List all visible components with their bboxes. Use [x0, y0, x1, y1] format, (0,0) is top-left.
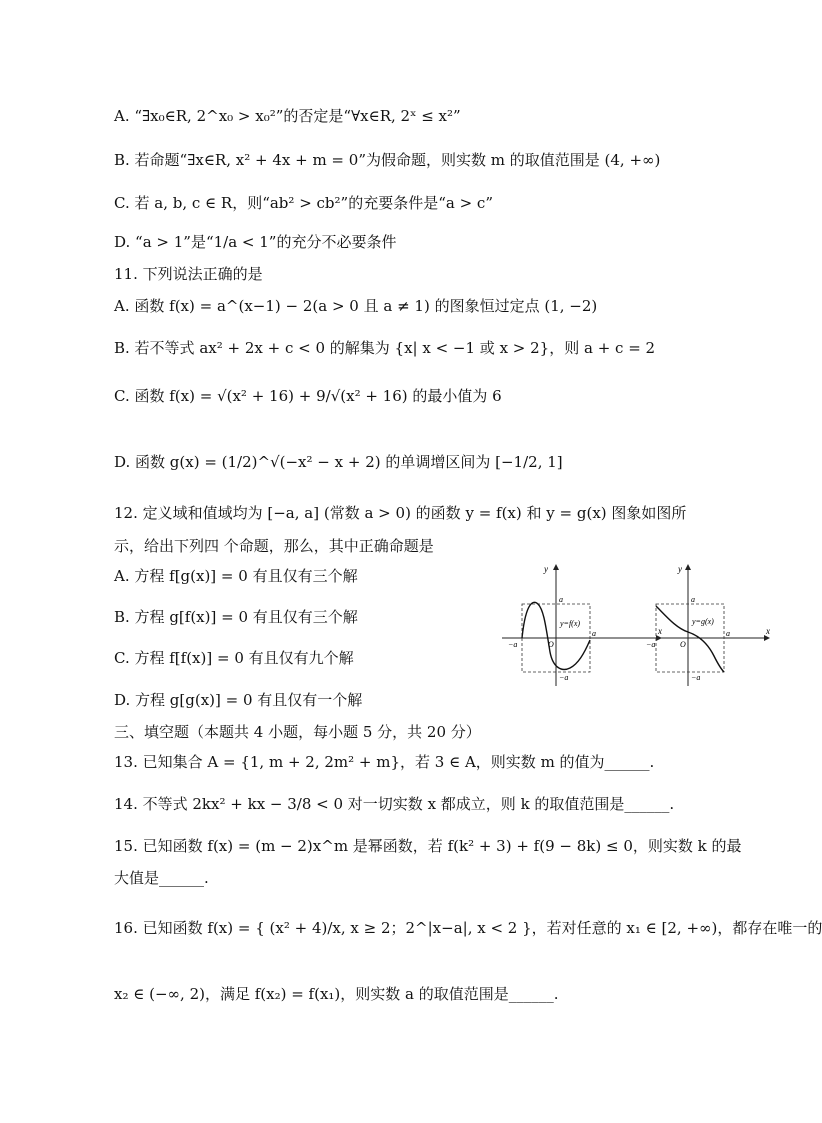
y-axis-arrow [553, 564, 559, 570]
figure-g-graph [648, 560, 778, 690]
question-line-q11d: D. 函数 g(x) = (1/2)^√(−x² − x + 2) 的单调增区间为 [−1/2, 1] [114, 453, 563, 471]
question-line-q16: 16. 已知函数 f(x) = { (x² + 4)/x, x ≥ 2；2^|x−a|, x < 2 }，若对任意的 x₁ ∈ [2, +∞)，都存在唯一的 [114, 919, 822, 937]
f-neg-a-bottom: −a [559, 673, 569, 682]
question-line-q13: 13. 已知集合 A = {1, m + 2, 2m² + m}，若 3 ∈ A，则实数 m 的值为______. [114, 753, 655, 771]
f-origin: O [548, 640, 554, 649]
question-line-q11c: C. 函数 f(x) = √(x² + 16) + 9/√(x² + 16) 的最小值为 6 [114, 387, 502, 405]
question-line-q15b: 大值是______. [114, 869, 209, 887]
g-a-top: a [691, 595, 695, 604]
f-a-right: a [592, 629, 596, 638]
f-x-label: x [658, 626, 662, 636]
f-neg-a-left: −a [508, 640, 518, 649]
g-origin: O [680, 640, 686, 649]
f-a-top: a [559, 595, 563, 604]
g-y-label: y [678, 564, 682, 574]
question-line-q11: 11. 下列说法正确的是 [114, 265, 263, 283]
question-line-q11a: A. 函数 f(x) = a^(x−1) − 2(a > 0 且 a ≠ 1) 的图象恒过定点 (1, −2) [114, 297, 598, 315]
g-curve-label: y=g(x) [692, 617, 714, 626]
y-axis-arrow [685, 564, 691, 570]
question-line-d1: D. “a > 1”是“1/a < 1”的充分不必要条件 [114, 233, 397, 251]
question-line-q12: 12. 定义域和值域均为 [−a, a] (常数 a > 0) 的函数 y = f(x) 和 y = g(x) 图象如图所 [114, 504, 687, 522]
question-line-q11b: B. 若不等式 ax² + 2x + c < 0 的解集为 {x| x < −1 或 x > 2}，则 a + c = 2 [114, 339, 656, 357]
g-curve [656, 606, 724, 672]
question-line-q15: 15. 已知函数 f(x) = (m − 2)x^m 是幂函数，若 f(k² + 3) + f(9 − 8k) ≤ 0，则实数 k 的最 [114, 837, 742, 855]
f-curve-label: y=f(x) [560, 619, 581, 628]
question-line-q12A: A. 方程 f[g(x)] = 0 有且仅有三个解 [114, 567, 358, 585]
question-line-q12D: D. 方程 g[g(x)] = 0 有且仅有一个解 [114, 691, 363, 709]
question-line-q12B: B. 方程 g[f(x)] = 0 有且仅有三个解 [114, 608, 358, 626]
g-a-right: a [726, 629, 730, 638]
question-line-c1: C. 若 a, b, c ∈ R，则“ab² > cb²”的充要条件是“a > c” [114, 194, 493, 212]
question-line-q14: 14. 不等式 2kx² + kx − 3/8 < 0 对一切实数 x 都成立，则 k 的取值范围是______. [114, 795, 675, 813]
question-line-a1: A. “∃x₀∈R, 2^x₀ > x₀²”的否定是“∀x∈R, 2ˣ ≤ x²” [114, 107, 461, 125]
question-line-q16b: x₂ ∈ (−∞, 2)，满足 f(x₂) = f(x₁)，则实数 a 的取值范围是______. [114, 985, 559, 1003]
question-line-sec3: 三、填空题（本题共 4 小题，每小题 5 分，共 20 分） [114, 723, 481, 741]
f-y-label: y [544, 564, 548, 574]
question-line-q12C: C. 方程 f[f(x)] = 0 有且仅有九个解 [114, 649, 354, 667]
g-x-label: x [766, 626, 770, 636]
g-neg-a-left: −a [646, 640, 656, 649]
g-neg-a-bottom: −a [691, 673, 701, 682]
question-line-q12b: 示，给出下列四 个命题，那么，其中正确命题是 [114, 537, 434, 555]
figure-f-graph [498, 560, 668, 690]
question-line-b1: B. 若命题“∃x∈R, x² + 4x + m = 0”为假命题，则实数 m 的取值范围是 (4, +∞) [114, 151, 661, 169]
